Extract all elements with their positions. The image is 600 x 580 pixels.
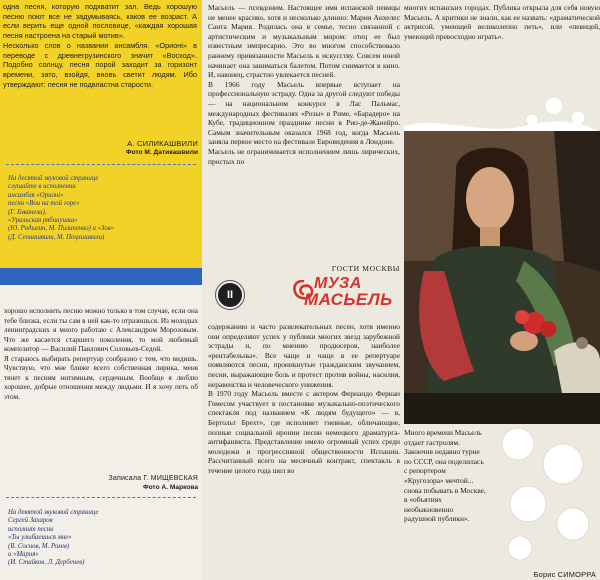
left-bottom-credit: Записала Г. МИЩЕВСКАЯ <box>108 475 198 482</box>
folk-ornament-lower <box>488 424 600 568</box>
left-bottom-photo-credit: Фото А. Маркова <box>142 484 198 491</box>
middle-article-text-top: Масьель — псевдоним. Настоящее имя испанской певицы не менее красиво, хотя и несколько длинно: Мария Анхелес Санта Мария. Родилась она в семье, тесно связанной с артистическим и музыкальным миром: отец ее был известным импресарио. Это во многом способствовало раннему привязанности Масьель к искусству. Совсем юной начинает она заниматься балетом. Потом снимается в кино. И, наконец, страстно увлекается песней. В 1966 году Масьель впервые вступает на профессиональную эстраду. Одна за другой следуют победы — на национальном конкурсе в Лас Пальмас, международных фестивалях «Розы» в Риме, «Барадеро» на Кубе, традиционном празднике песни в Рио-де-Жанейро. Самым значительным оказался 1968 год, когда Масьель заняла первое место на фестивале Евровидения в Лондоне. Масьель не ограничивается исполнением лишь лирических, простых по <box>208 3 400 166</box>
sound-page-badge <box>216 281 244 309</box>
logo-line-2: МАСЬЕЛЬ <box>304 290 393 309</box>
middle-article-text-bottom: содержанию и часто развлекательных песен, хотя именно они определяют успех у публики многих звезд зарубежной эстрады и, по мнению продюсеров, наиболее «рентабельны». Все чаще и чаще в ее репертуаре появляются песни, проникнутые гражданским звучанием, песни, выражающие боль и протест против войны, насилия, неравенства и человеческого унижения. В 1970 году Масьель вместе с актером Фернандо Фернан Гомесом участвует в постановке музыкально-поэтического спектакля под названием «К людям будущего» — в, Бертольт Брехт», где исполняет гневные, обличающие, полные социальной иронии песни немецкого драматурга-антифашиста. Представление имело огромный успех среди молодежи и прогрессивной общественности Испании. Рассчитанный всего на месячный контракт, спектакль в течение целого года шел во <box>208 322 400 475</box>
left-top-panel <box>0 0 202 270</box>
right-author: Борис СИМОРРА <box>533 570 596 579</box>
left-bottom-panel <box>0 285 202 580</box>
singer-photo <box>404 131 600 424</box>
left-bottom-article-text: хорошо исполнить песню можно только в том случае, если она тебе близка, если ты сам в ней как-то отразишься. Из молодых ленинградских я много работаю с Александром Морозовым. Что же касается старшего поколения, то мой любимый композитор — Василий Павлович Соловьев-Седой. Я стараюсь выбирать репертуар сообразно с тем, что видишь. Чувствую, что мне ближе всего собственная лирика, меня тянет к песням интимным, сердечным. Вообще я люблю хорошее, добрые отношения между людьми. И я хочу петь об этом. <box>4 307 198 401</box>
article-logo <box>292 276 402 316</box>
portrait-illustration <box>404 131 600 424</box>
divider <box>6 497 196 498</box>
left-top-record-note: На десятой звуковой странице слушайте в исполнении ансамбля «Орионі» песни «Вои на той горе» (Г. Бзванели), «Уральская рябинушка» (Ю. Родыгин, М. Пилипенко) и «Зов» (Д. Сепиашвили, М. Поцхишвили) <box>8 175 115 241</box>
left-top-photo-credit: Фото М. Датикашвили <box>125 149 198 156</box>
sound-page-number: II <box>226 289 234 301</box>
right-article-text-top: многих испанских городах. Публика открыла для себя новую Масьель. А критики не знали, как ее назвать: «драматической актрисой, умеющей великолепно петь», или «певицей, умеющей превосходно играть». <box>404 3 600 41</box>
right-article-text-bottom: Много времени Масьель отдает гастролям. Закончив недавно турне по СССР, она поделилась с репортером «Кругозора» мечтой... снова побывать в Москве, в «объятиях необыкновенно радушной публики». <box>404 428 486 524</box>
ornament-pattern-lower <box>488 424 600 568</box>
section-label: ГОСТИ МОСКВЫ <box>331 264 400 273</box>
left-top-article-text: одна песня, которую подхватит зал. Ведь хорошую песню поют все не задумываясь, каков ее возраст. А если верить еще одной пословице, «каждая хорошая песня настроена на старый мотив». Несколько слов о названии ансамбля. «Орионі» в переводе с древнегрузинского значит «Восход». Подобно солнцу, песня порой заходит за горизонт времени, зато, взойдя, вновь светит людям. Ибо утверждают: песня не подвластна старости. <box>3 2 197 89</box>
left-bottom-record-note: На девятой звуковой странице Сергей Захаров исполнит песни «Ты улыбаешься мне» (В. Соснов, М. Ромм) и «Мария» (И. Стайков, Л. Дербенев) <box>8 509 99 567</box>
left-top-author: А. СИЛИКАШВИЛИ <box>127 139 198 148</box>
divider <box>6 164 196 165</box>
logo-line-1: МУЗА <box>314 275 362 292</box>
